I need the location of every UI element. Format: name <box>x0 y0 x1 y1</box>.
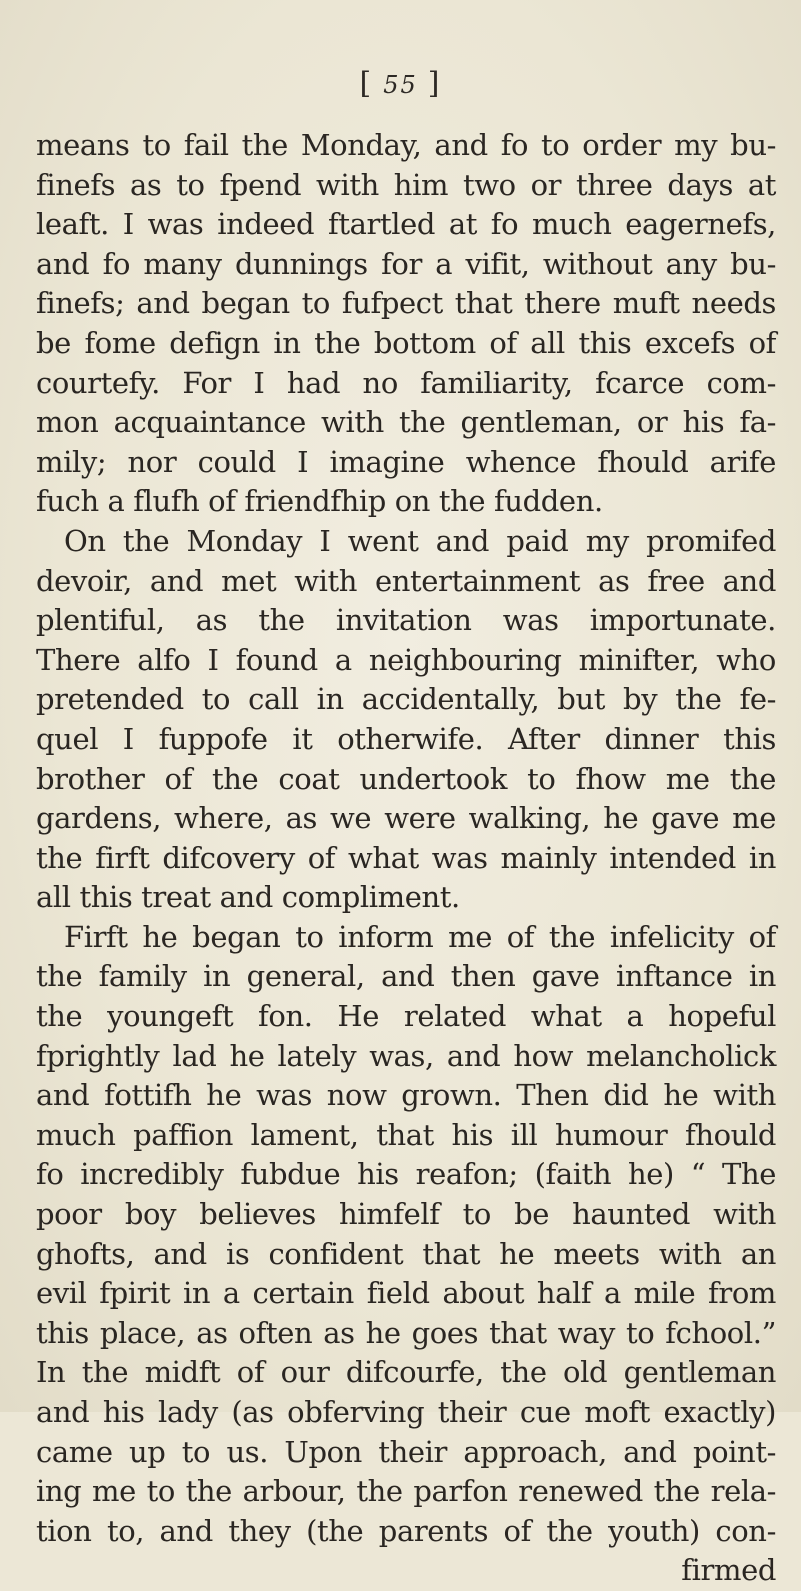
text-line: mon acquaintance with the gentleman, or his fa- <box>36 405 776 440</box>
text-line: the family in general, and then gave inftance in <box>36 959 776 994</box>
paragraph-start-line: On the Monday I went and paid my promifed <box>64 523 776 558</box>
text-line: and his lady (as obferving their cue moft exactly) <box>36 1395 776 1429</box>
text-line: ing me to the arbour, the parfon renewed the rela- <box>36 1474 776 1509</box>
text-line: came up to us. Upon their approach, and point- <box>36 1434 776 1469</box>
text-line: ghofts, and is confident that he meets with an <box>36 1236 776 1271</box>
text-line: be fome defign in the bottom of all this excefs of <box>36 325 776 360</box>
text-line: There alfo I found a neighbouring minifter, who <box>36 642 776 677</box>
text-line: all this treat and compliment. <box>36 880 460 915</box>
catchword: firmed <box>681 1553 776 1588</box>
text-line: finefs as to fpend with him two or three days at <box>36 167 776 202</box>
text-line: means to fail the Monday, and fo to order my bu- <box>36 128 776 162</box>
header-close-bracket: ] <box>427 66 442 101</box>
text-line: the youngeft fon. He related what a hopeful <box>36 999 776 1034</box>
text-line: fuch a flufh of friendfhip on the fudden. <box>36 484 603 519</box>
text-line: gardens, where, as we were walking, he gave me <box>36 801 776 836</box>
text-line: evil fpirit in a certain field about half a mile from <box>36 1276 776 1311</box>
body-text <box>36 126 776 1591</box>
text-line: pretended to call in accidentally, but by the fe- <box>36 682 776 717</box>
text-line: courtefy. For I had no familiarity, fcarce com- <box>36 365 776 400</box>
text-line: and fo many dunnings for a vifit, without any bu- <box>36 246 776 281</box>
text-line: brother of the coat undertook to fhow me the <box>36 761 776 796</box>
text-line: tion to, and they (the parents of the youth) con- <box>36 1513 776 1548</box>
text-line: poor boy believes himfelf to be haunted with <box>36 1197 776 1232</box>
page-number: 55 <box>383 71 418 99</box>
text-line: quel I fuppofe it otherwife. After dinner this <box>36 721 776 756</box>
text-line: fo incredibly fubdue his reafon; (faith he) “ The <box>36 1157 776 1192</box>
text-line: much paffion lament, that his ill humour fhould <box>36 1117 776 1152</box>
text-line: In the midft of our difcourfe, the old gentleman <box>36 1355 776 1390</box>
text-line: the firft difcovery of what was mainly intended in <box>36 840 776 875</box>
page-header <box>0 66 801 101</box>
header-open-bracket: [ <box>359 66 374 101</box>
text-line: finefs; and began to fufpect that there muft needs <box>36 286 776 321</box>
text-line: and fottifh he was now grown. Then did he with <box>36 1078 776 1113</box>
text-line: plentiful, as the invitation was importunate. <box>36 603 776 638</box>
text-line: this place, as often as he goes that way to fchool.” <box>36 1315 776 1350</box>
text-line: leaft. I was indeed ftartled at fo much eagernefs, <box>36 207 776 242</box>
text-line: fprightly lad he lately was, and how melancholick <box>36 1038 776 1073</box>
paragraph-start-line: Firft he began to inform me of the infelicity of <box>64 919 776 954</box>
text-line: devoir, and met with entertainment as free and <box>36 563 776 598</box>
text-line: mily; nor could I imagine whence fhould arife <box>36 444 776 479</box>
